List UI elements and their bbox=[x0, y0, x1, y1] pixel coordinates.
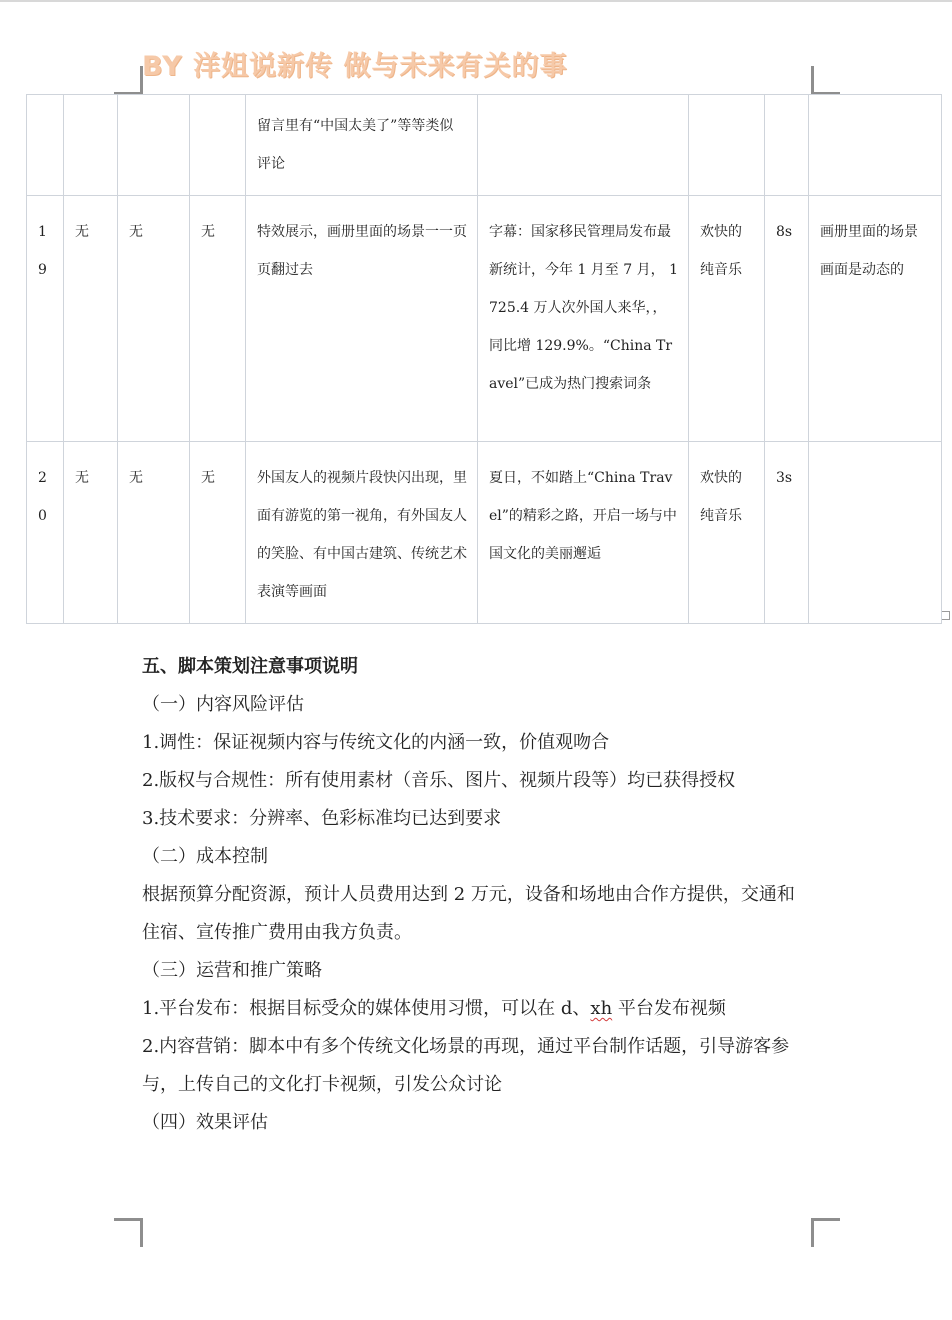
cell-text bbox=[478, 95, 689, 196]
cell-col2 bbox=[64, 95, 118, 196]
notes-section bbox=[142, 648, 807, 1142]
page-top-border bbox=[0, 0, 952, 2]
paragraph: 1.调性：保证视频内容与传统文化的内涵一致，价值观吻合 bbox=[142, 732, 610, 753]
cell-note bbox=[809, 95, 942, 196]
paragraph: 根据预算分配资源，预计人员费用达到 2 万元，设备和场地由合作方提供，交通和住宿、宣传推广费用由我方负责。 bbox=[142, 884, 795, 943]
cell-text: 字幕：国家移民管理局发布最新统计，今年 1 月至 7 月， 1725.4 万人次外国人来华，，同比增 129.9%。“China Travel”已成为热门搜索词条 bbox=[478, 196, 689, 442]
margin-mark-top-right bbox=[811, 66, 840, 95]
margin-mark-bottom-left bbox=[114, 1218, 143, 1247]
subheading-cost: （二）成本控制 bbox=[142, 846, 268, 867]
cell-visual: 留言里有“中国太美了”等等类似评论 bbox=[246, 95, 478, 196]
paragraph: 2.版权与合规性：所有使用素材（音乐、图片、视频片段等）均已获得授权 bbox=[142, 770, 736, 791]
table-resize-handle[interactable] bbox=[941, 611, 950, 620]
margin-mark-top-left bbox=[114, 66, 143, 95]
paragraph bbox=[142, 990, 807, 1028]
spellcheck-flagged-word[interactable]: xh bbox=[590, 998, 613, 1019]
cell-visual: 特效展示，画册里面的场景一一页页翻过去 bbox=[246, 196, 478, 442]
cell-music: 欢快的纯音乐 bbox=[689, 442, 765, 624]
cell-visual: 外国友人的视频片段快闪出现，里面有游览的第一视角，有外国友人的笑脸、有中国古建筑、传统艺术表演等画面 bbox=[246, 442, 478, 624]
section-title: 五、脚本策划注意事项说明 bbox=[142, 656, 358, 677]
subheading-promotion: （三）运营和推广策略 bbox=[142, 960, 322, 981]
subheading-risk: （一）内容风险评估 bbox=[142, 694, 304, 715]
cell-col4 bbox=[190, 95, 246, 196]
cell-music: 欢快的纯音乐 bbox=[689, 196, 765, 442]
cell-col3 bbox=[118, 95, 190, 196]
cell-music bbox=[689, 95, 765, 196]
text-run: 1.平台发布：根据目标受众的媒体使用习惯，可以在 d、 bbox=[142, 998, 591, 1019]
cell-note: 画册里面的场景画面是动态的 bbox=[809, 196, 942, 442]
table-row bbox=[27, 442, 942, 624]
cell-col2: 无 bbox=[64, 442, 118, 624]
cell-col3: 无 bbox=[118, 442, 190, 624]
table-row bbox=[27, 95, 942, 196]
cell-no: 20 bbox=[27, 442, 64, 624]
table-row bbox=[27, 196, 942, 442]
cell-note bbox=[809, 442, 942, 624]
cell-col2: 无 bbox=[64, 196, 118, 442]
text-run: 平台发布视频 bbox=[612, 998, 726, 1019]
cell-duration bbox=[765, 95, 809, 196]
cell-col3: 无 bbox=[118, 196, 190, 442]
cell-duration: 3s bbox=[765, 442, 809, 624]
subheading-evaluation: （四）效果评估 bbox=[142, 1112, 268, 1133]
cell-text: 夏日，不如踏上“China Travel”的精彩之路，开启一场与中国文化的美丽邂逅 bbox=[478, 442, 689, 624]
margin-mark-bottom-right bbox=[811, 1218, 840, 1247]
watermark: BY 洋姐说新传 做与未来有关的事 bbox=[142, 51, 568, 82]
paragraph: 3.技术要求：分辨率、色彩标准均已达到要求 bbox=[142, 808, 502, 829]
cell-col4: 无 bbox=[190, 442, 246, 624]
cell-col4: 无 bbox=[190, 196, 246, 442]
cell-no: 19 bbox=[27, 196, 64, 442]
cell-no bbox=[27, 95, 64, 196]
cell-duration: 8s bbox=[765, 196, 809, 442]
paragraph: 2.内容营销：脚本中有多个传统文化场景的再现，通过平台制作话题，引导游客参与，上传自己的文化打卡视频，引发公众讨论 bbox=[142, 1036, 790, 1095]
script-table bbox=[26, 94, 942, 624]
